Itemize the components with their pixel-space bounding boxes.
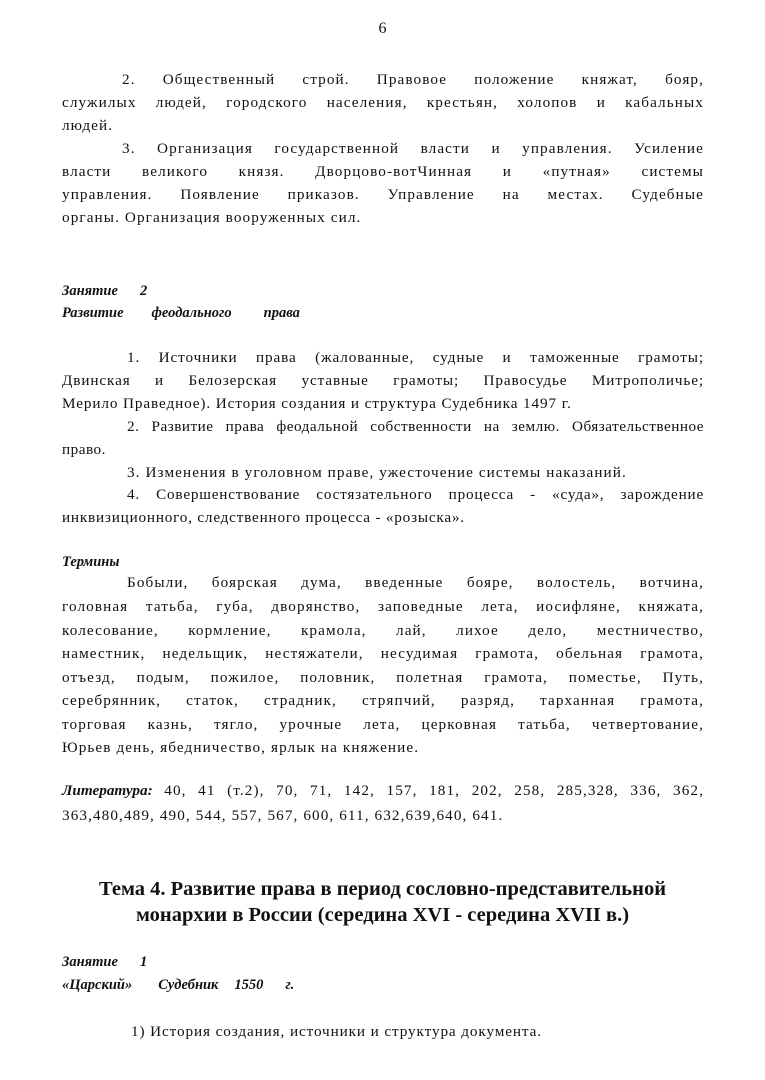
lesson2-title (62, 303, 300, 323)
terms-label: Термины (62, 554, 120, 570)
lesson2-item4-line1: 4. Совершенствование состязательного процесса - «суда», зарождение (127, 486, 704, 503)
page-number: 6 (378, 20, 387, 37)
terms-line2: головная татьба, губа, дворянство, заповедные лета, иосифляне, княжата, (62, 598, 704, 615)
lesson1-label-word: Занятие (62, 954, 118, 970)
literature-refs1: 40, 41 (т.2), 70, 71, 142, 157, 181, 202, 258, 285,328, 336, 362, (164, 782, 704, 799)
lesson2-item2-line2: право. (62, 441, 106, 458)
literature-label: Литература: (62, 782, 153, 799)
lesson1-title-word3: 1550 (234, 977, 264, 993)
theme4-title-line2: монархии в России (середина XVI - середина XVII в.) (135, 904, 630, 926)
prev-item2-line1: 2. Общественный строй. Правовое положение княжат, бояр, (122, 71, 704, 88)
prev-item2-line3: людей. (62, 117, 114, 134)
lesson1-title-word4: г. (285, 977, 295, 993)
terms-line5: отъезд, подым, пожилое, половник, полетная грамота, поместье, Путь, (62, 669, 704, 686)
lesson2-label-word: Занятие (62, 283, 118, 299)
terms-line8: Юрьев день, ябедничество, ярлык на княжение. (62, 739, 420, 756)
lesson1-title (62, 975, 294, 995)
theme4-title-line1: Тема 4. Развитие права в период сословно-представительной (98, 878, 667, 900)
prev-item3-line1: 3. Организация государственной власти и управления. Усиление (122, 140, 704, 157)
terms-line4: наместник, недельщик, нестяжатели, несудимая грамота, обельная грамота, (62, 645, 704, 662)
prev-item2-line2: служилых людей, городского населения, крестьян, холопов и кабальных (62, 94, 704, 111)
lesson1-title-word1: «Царский» (62, 977, 133, 993)
terms-line3: колесование, кормление, крамола, лай, лихое дело, местничество, (62, 622, 704, 639)
lesson1-label-num: 1 (139, 954, 148, 970)
lesson2-item1-line3: Мерило Праведное). История создания и структура Судебника 1497 г. (62, 395, 572, 412)
lesson1-label (62, 952, 147, 972)
terms-line7: торговая казнь, тягло, урочные лета, церковная татьба, четвертование, (62, 716, 704, 733)
lesson2-item1-line2: Двинская и Белозерская уставные грамоты; Правосудье Митрополичье; (62, 372, 704, 389)
lesson2-item1-line1: 1. Источники права (жалованные, судные и таможенные грамоты; (127, 349, 704, 366)
literature-line2: 363,480,489, 490, 544, 557, 567, 600, 611, 632,639,640, 641. (62, 807, 504, 824)
prev-item3-line2: власти великого князя. Дворцово-вотЧинная и «путная» системы (62, 163, 704, 180)
prev-item3-line4: органы. Организация вооруженных сил. (62, 209, 362, 226)
lesson2-title-word1: Развитие (62, 305, 124, 321)
lesson2-label-num: 2 (139, 283, 148, 299)
lesson1-title-word2: Судебник (158, 977, 219, 993)
lesson2-title-word3: права (263, 305, 300, 321)
terms-line6: серебрянник, статок, страдник, стряпчий, разряд, тарханная грамота, (62, 692, 704, 709)
literature-line1 (62, 780, 704, 803)
lesson2-item4-line2: инквизиционного, следственного процесса - «розыска». (62, 509, 465, 526)
lesson2-title-word2: феодального (151, 305, 232, 321)
lesson2-item2-line1: 2. Развитие права феодальной собственности на землю. Обязательственное (127, 418, 704, 435)
terms-line1: Бобыли, боярская дума, введенные бояре, волостель, вотчина, (127, 574, 704, 591)
prev-item3-line3: управления. Появление приказов. Управление на местах. Судебные (62, 186, 704, 203)
lesson2-label (62, 281, 147, 301)
lesson2-item3: 3. Изменения в уголовном праве, ужесточение системы наказаний. (127, 464, 627, 481)
lesson1-item1: 1) История создания, источники и структура документа. (131, 1023, 542, 1040)
